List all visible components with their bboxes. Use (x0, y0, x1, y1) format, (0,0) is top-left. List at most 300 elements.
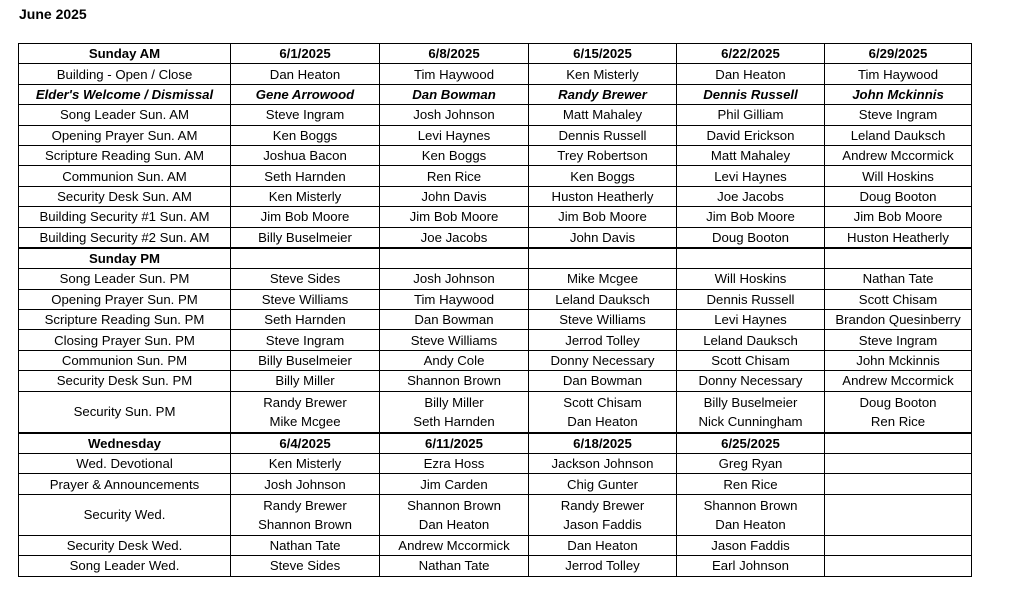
assignment-cell (677, 105, 825, 125)
assignment-name: Billy Buselmeier (258, 229, 352, 245)
table-row (19, 391, 972, 433)
assignment-name: Shannon Brown (258, 516, 352, 532)
assignment-name: Joshua Bacon (263, 148, 347, 164)
assignment-cell (677, 454, 825, 474)
assignment-cell (380, 330, 529, 350)
assignment-cell (825, 556, 972, 576)
assignment-name: Doug Booton (712, 229, 789, 245)
table-row (19, 227, 972, 248)
assignment-cell (231, 227, 380, 248)
table-row (19, 145, 972, 165)
assignment-name: Levi Haynes (714, 168, 787, 184)
assignment-name: 6/29/2025 (868, 46, 928, 62)
assignment-cell (677, 556, 825, 576)
assignment-name: Trey Robertson (557, 148, 648, 164)
assignment-cell (380, 371, 529, 391)
assignment-name: Ken Misterly (268, 188, 342, 204)
assignment-name: Steve Ingram (858, 332, 938, 348)
assignment-name: Dan Bowman (412, 86, 496, 102)
assignment-name: John Mckinnis (856, 353, 940, 369)
assignment-cell (825, 391, 972, 433)
assignment-cell (529, 248, 677, 269)
assignment-name: Tim Haywood (413, 291, 495, 307)
schedule-body (19, 44, 972, 577)
assignment-cell (677, 371, 825, 391)
assignment-cell (677, 84, 825, 104)
assignment-cell (529, 105, 677, 125)
assignment-cell (677, 474, 825, 494)
assignment-cell (529, 494, 677, 535)
assignment-cell (529, 125, 677, 145)
row-label: Opening Prayer Sun. AM (51, 127, 198, 143)
assignment-name: Nick Cunningham (698, 413, 803, 429)
assignment-name: Andrew Mccormick (398, 538, 510, 553)
assignment-cell (529, 535, 677, 555)
assignment-cell (380, 433, 529, 454)
assignment-cell (380, 186, 529, 206)
assignment-cell (231, 310, 380, 330)
row-label-cell (19, 433, 231, 454)
row-label-cell (19, 166, 231, 186)
assignment-cell (231, 391, 380, 433)
assignment-cell (825, 64, 972, 84)
assignment-cell (529, 371, 677, 391)
assignment-name: Levi Haynes (714, 312, 787, 328)
table-row (19, 350, 972, 370)
assignment-cell (825, 269, 972, 289)
assignment-cell (231, 84, 380, 104)
assignment-cell (825, 186, 972, 206)
assignment-cell (380, 310, 529, 330)
row-label: Building Security #1 Sun. AM (39, 209, 210, 225)
assignment-name: Shannon Brown (407, 497, 501, 513)
row-label-cell (19, 84, 231, 104)
assignment-name: Joe Jacobs (420, 229, 488, 245)
assignment-name: 6/11/2025 (425, 435, 483, 451)
assignment-cell (529, 269, 677, 289)
assignment-name: Shannon Brown (703, 497, 798, 513)
assignment-cell (825, 371, 972, 391)
row-label: Security Desk Wed. (66, 538, 183, 553)
assignment-name: Billy Buselmeier (703, 394, 798, 410)
assignment-cell (529, 391, 677, 433)
assignment-name: Brandon Quesinberry (835, 312, 961, 328)
assignment-name: Steve Williams (261, 291, 349, 307)
assignment-name: Jim Bob Moore (853, 209, 943, 225)
assignment-name: Huston Heatherly (847, 229, 949, 245)
row-label-cell (19, 371, 231, 391)
row-label: Sunday AM (88, 46, 161, 62)
assignment-cell (825, 145, 972, 165)
assignment-name: Seth Harnden (264, 168, 346, 184)
assignment-name: Scott Chisam (563, 394, 642, 410)
row-label: Wednesday (87, 435, 162, 451)
row-label-cell (19, 44, 231, 64)
assignment-cell (529, 44, 677, 64)
assignment-cell (825, 125, 972, 145)
assignment-cell (231, 454, 380, 474)
assignment-name: Jason Faddis (563, 516, 642, 532)
assignment-name: 6/1/2025 (279, 46, 331, 62)
assignment-cell (825, 227, 972, 248)
assignment-cell (677, 330, 825, 350)
table-row (19, 248, 972, 269)
assignment-cell (825, 330, 972, 350)
assignment-name: Jason Faddis (711, 538, 790, 553)
assignment-cell (380, 391, 529, 433)
assignment-cell (231, 125, 380, 145)
row-label-cell (19, 207, 231, 227)
assignment-cell (380, 145, 529, 165)
assignment-cell (677, 64, 825, 84)
assignment-cell (825, 535, 972, 555)
table-row (19, 207, 972, 227)
assignment-cell (529, 433, 677, 454)
assignment-name: Ren Rice (870, 413, 926, 429)
row-label-cell (19, 145, 231, 165)
assignment-name: Andrew Mccormick (842, 148, 954, 164)
assignment-cell (380, 454, 529, 474)
assignment-name: Joe Jacobs (717, 188, 784, 204)
row-label: Closing Prayer Sun. PM (54, 332, 195, 348)
row-label-cell (19, 289, 231, 309)
assignment-name: Jim Bob Moore (558, 209, 647, 225)
assignment-name: Shannon Brown (407, 373, 501, 389)
assignment-name: Randy Brewer (558, 86, 647, 102)
assignment-name: Scott Chisam (858, 291, 938, 307)
assignment-name: Randy Brewer (263, 394, 347, 410)
assignment-name: Jackson Johnson (551, 456, 654, 472)
assignment-cell (529, 186, 677, 206)
assignment-name: Will Hoskins (714, 271, 787, 287)
assignment-name: Nathan Tate (418, 558, 490, 574)
assignment-cell (380, 64, 529, 84)
assignment-name: 6/4/2025 (279, 435, 331, 451)
assignment-name: 6/8/2025 (428, 46, 480, 62)
assignment-name: Leland Dauksch (555, 291, 650, 307)
row-label: Elder's Welcome / Dismissal (35, 86, 214, 102)
assignment-name: Earl Johnson (712, 558, 789, 574)
assignment-name: Andy Cole (423, 353, 485, 369)
assignment-name: Will Hoskins (862, 168, 934, 184)
assignment-cell (380, 207, 529, 227)
table-row (19, 494, 972, 535)
assignment-cell (231, 105, 380, 125)
table-row (19, 330, 972, 350)
assignment-cell (825, 44, 972, 64)
assignment-cell (825, 166, 972, 186)
assignment-name: Mike Mcgee (269, 413, 341, 429)
assignment-name: David Erickson (706, 127, 795, 143)
assignment-name: Scott Chisam (711, 353, 790, 369)
page-title: June 2025 (19, 6, 87, 22)
assignment-name: Josh Johnson (264, 476, 346, 492)
table-row (19, 556, 972, 576)
assignment-name: Jim Bob Moore (260, 209, 350, 225)
assignment-name: Levi Haynes (417, 127, 491, 143)
assignment-name: Billy Miller (275, 373, 335, 389)
assignment-name: 6/25/2025 (721, 435, 780, 451)
row-label: Song Leader Sun. PM (59, 271, 190, 287)
assignment-name: Tim Haywood (413, 66, 495, 82)
assignment-name: Seth Harnden (413, 413, 495, 429)
assignment-cell (231, 433, 380, 454)
assignment-name: Dan Bowman (414, 312, 494, 328)
assignment-name: Ken Boggs (570, 168, 635, 184)
row-label-cell (19, 105, 231, 125)
row-label: Security Sun. PM (73, 404, 176, 420)
assignment-name: Matt Mahaley (710, 148, 791, 164)
table-row (19, 535, 972, 555)
assignment-name: Dan Heaton (418, 516, 490, 532)
assignment-name: Dennis Russell (703, 86, 798, 102)
assignment-name: Matt Mahaley (562, 107, 643, 123)
assignment-cell (380, 44, 529, 64)
assignment-name: 6/18/2025 (573, 435, 632, 451)
assignment-name: Nathan Tate (269, 538, 341, 553)
assignment-cell (231, 289, 380, 309)
assignment-name: Greg Ryan (718, 456, 783, 472)
assignment-cell (231, 535, 380, 555)
assignment-cell (529, 166, 677, 186)
assignment-name: Tim Haywood (857, 66, 939, 82)
assignment-cell (529, 330, 677, 350)
assignment-name: Dan Heaton (567, 413, 638, 429)
assignment-name: Leland Dauksch (850, 127, 946, 143)
assignment-cell (529, 556, 677, 576)
row-label: Communion Sun. PM (61, 353, 188, 369)
assignment-cell (677, 248, 825, 269)
assignment-cell (677, 207, 825, 227)
assignment-name: Dennis Russell (706, 291, 795, 307)
assignment-cell (825, 310, 972, 330)
assignment-name: Jerrod Tolley (565, 332, 640, 348)
assignment-cell (380, 125, 529, 145)
assignment-cell (231, 494, 380, 535)
row-label: Prayer & Announcements (49, 476, 200, 492)
assignment-name: Mike Mcgee (566, 271, 639, 287)
assignment-name: Steve Sides (269, 271, 341, 287)
row-label-cell (19, 269, 231, 289)
assignment-name: Doug Booton (859, 188, 937, 204)
assignment-cell (529, 227, 677, 248)
assignment-cell (677, 350, 825, 370)
assignment-cell (231, 350, 380, 370)
assignment-cell (825, 433, 972, 454)
assignment-cell (380, 248, 529, 269)
assignment-cell (677, 44, 825, 64)
table-row (19, 289, 972, 309)
assignment-cell (825, 248, 972, 269)
assignment-cell (825, 350, 972, 370)
assignment-name: Josh Johnson (413, 107, 495, 123)
assignment-name: Steve Ingram (858, 107, 938, 123)
assignment-cell (380, 227, 529, 248)
row-label: Sunday PM (88, 251, 161, 267)
row-label-cell (19, 350, 231, 370)
assignment-name: Dennis Russell (558, 127, 647, 143)
assignment-cell (231, 248, 380, 269)
assignment-cell (677, 391, 825, 433)
table-row (19, 371, 972, 391)
assignment-name: 6/15/2025 (573, 46, 632, 62)
assignment-name: Billy Buselmeier (258, 353, 352, 369)
assignment-cell (231, 269, 380, 289)
assignment-cell (231, 330, 380, 350)
row-label-cell (19, 125, 231, 145)
assignment-name: Andrew Mccormick (842, 373, 954, 389)
row-label: Scripture Reading Sun. AM (44, 148, 205, 164)
assignment-cell (231, 371, 380, 391)
assignment-cell (677, 289, 825, 309)
assignment-cell (529, 454, 677, 474)
table-row (19, 474, 972, 494)
table-row (19, 105, 972, 125)
row-label: Opening Prayer Sun. PM (51, 291, 198, 307)
row-label-cell (19, 454, 231, 474)
row-label: Wed. Devotional (76, 456, 173, 472)
assignment-name: Billy Miller (424, 394, 484, 410)
row-label-cell (19, 535, 231, 555)
row-label: Song Leader Wed. (69, 558, 180, 574)
assignment-name: John Mckinnis (852, 86, 944, 102)
assignment-cell (825, 84, 972, 104)
assignment-cell (231, 166, 380, 186)
assignment-cell (380, 535, 529, 555)
row-label-cell (19, 391, 231, 433)
assignment-cell (231, 207, 380, 227)
assignment-name: Ken Misterly (268, 456, 342, 472)
assignment-name: Jim Bob Moore (409, 209, 499, 225)
assignment-name: Huston Heatherly (551, 188, 654, 204)
assignment-cell (529, 84, 677, 104)
assignment-name: Randy Brewer (560, 497, 645, 513)
row-label-cell (19, 227, 231, 248)
assignment-name: Dan Heaton (715, 66, 786, 82)
table-row (19, 186, 972, 206)
assignment-cell (380, 84, 529, 104)
table-row (19, 310, 972, 330)
assignment-cell (677, 186, 825, 206)
row-label-cell (19, 474, 231, 494)
assignment-cell (231, 556, 380, 576)
assignment-name: Nathan Tate (862, 271, 934, 287)
assignment-name: Randy Brewer (263, 497, 347, 513)
row-label-cell (19, 64, 231, 84)
schedule-table (18, 43, 972, 577)
assignment-name: Doug Booton (859, 394, 937, 410)
assignment-name: Steve Ingram (265, 332, 345, 348)
assignment-cell (677, 494, 825, 535)
assignment-name: John Davis (421, 188, 487, 204)
assignment-name: Leland Dauksch (703, 332, 798, 348)
row-label-cell (19, 310, 231, 330)
assignment-name: Steve Williams (410, 332, 498, 348)
assignment-name: Phil Gilliam (717, 107, 784, 123)
assignment-name: Ezra Hoss (423, 456, 485, 472)
table-row (19, 125, 972, 145)
assignment-name: 6/22/2025 (721, 46, 780, 62)
assignment-name: Dan Heaton (269, 66, 341, 82)
assignment-cell (231, 474, 380, 494)
row-label: Scripture Reading Sun. PM (44, 312, 205, 328)
assignment-name: Chig Gunter (566, 476, 639, 492)
assignment-name: Seth Harnden (264, 312, 346, 328)
assignment-cell (529, 310, 677, 330)
assignment-cell (231, 186, 380, 206)
assignment-cell (231, 44, 380, 64)
table-row (19, 84, 972, 104)
assignment-cell (825, 454, 972, 474)
assignment-cell (825, 207, 972, 227)
row-label: Communion Sun. AM (62, 168, 187, 184)
assignment-cell (529, 64, 677, 84)
table-row (19, 166, 972, 186)
row-label-cell (19, 186, 231, 206)
assignment-cell (677, 145, 825, 165)
assignment-name: Dan Bowman (562, 373, 643, 389)
assignment-cell (825, 494, 972, 535)
assignment-cell (825, 105, 972, 125)
row-label: Security Desk Sun. AM (57, 188, 192, 204)
row-label: Song Leader Sun. AM (59, 107, 190, 123)
assignment-cell (529, 145, 677, 165)
assignment-cell (677, 535, 825, 555)
row-label-cell (19, 556, 231, 576)
assignment-cell (529, 350, 677, 370)
assignment-cell (231, 64, 380, 84)
row-label: Building - Open / Close (56, 66, 193, 82)
assignment-name: Josh Johnson (413, 271, 495, 287)
assignment-name: Ken Misterly (566, 66, 639, 82)
assignment-name: Donny Necessary (550, 353, 655, 369)
assignment-cell (380, 556, 529, 576)
assignment-cell (529, 474, 677, 494)
assignment-name: Jerrod Tolley (565, 558, 640, 574)
assignment-cell (825, 289, 972, 309)
row-label: Security Wed. (83, 507, 166, 523)
assignment-name: Steve Williams (559, 312, 646, 328)
assignment-name: Dan Heaton (567, 538, 638, 553)
row-label: Building Security #2 Sun. AM (39, 229, 210, 245)
assignment-name: Jim Carden (420, 476, 488, 492)
assignment-cell (231, 145, 380, 165)
assignment-cell (380, 474, 529, 494)
table-row (19, 454, 972, 474)
assignment-cell (677, 227, 825, 248)
assignment-cell (529, 207, 677, 227)
assignment-name: Steve Sides (269, 558, 341, 574)
assignment-cell (677, 310, 825, 330)
table-row (19, 44, 972, 64)
assignment-cell (677, 269, 825, 289)
assignment-cell (825, 474, 972, 494)
assignment-name: Steve Ingram (265, 107, 345, 123)
assignment-cell (380, 269, 529, 289)
assignment-name: Ren Rice (723, 476, 778, 492)
assignment-cell (380, 289, 529, 309)
table-row (19, 64, 972, 84)
assignment-name: Ken Boggs (421, 148, 487, 164)
assignment-cell (380, 105, 529, 125)
row-label-cell (19, 248, 231, 269)
assignment-name: Ren Rice (426, 168, 482, 184)
assignment-cell (380, 494, 529, 535)
assignment-cell (677, 433, 825, 454)
table-row (19, 433, 972, 454)
assignment-name: Donny Necessary (698, 373, 803, 389)
row-label: Security Desk Sun. PM (56, 373, 193, 389)
